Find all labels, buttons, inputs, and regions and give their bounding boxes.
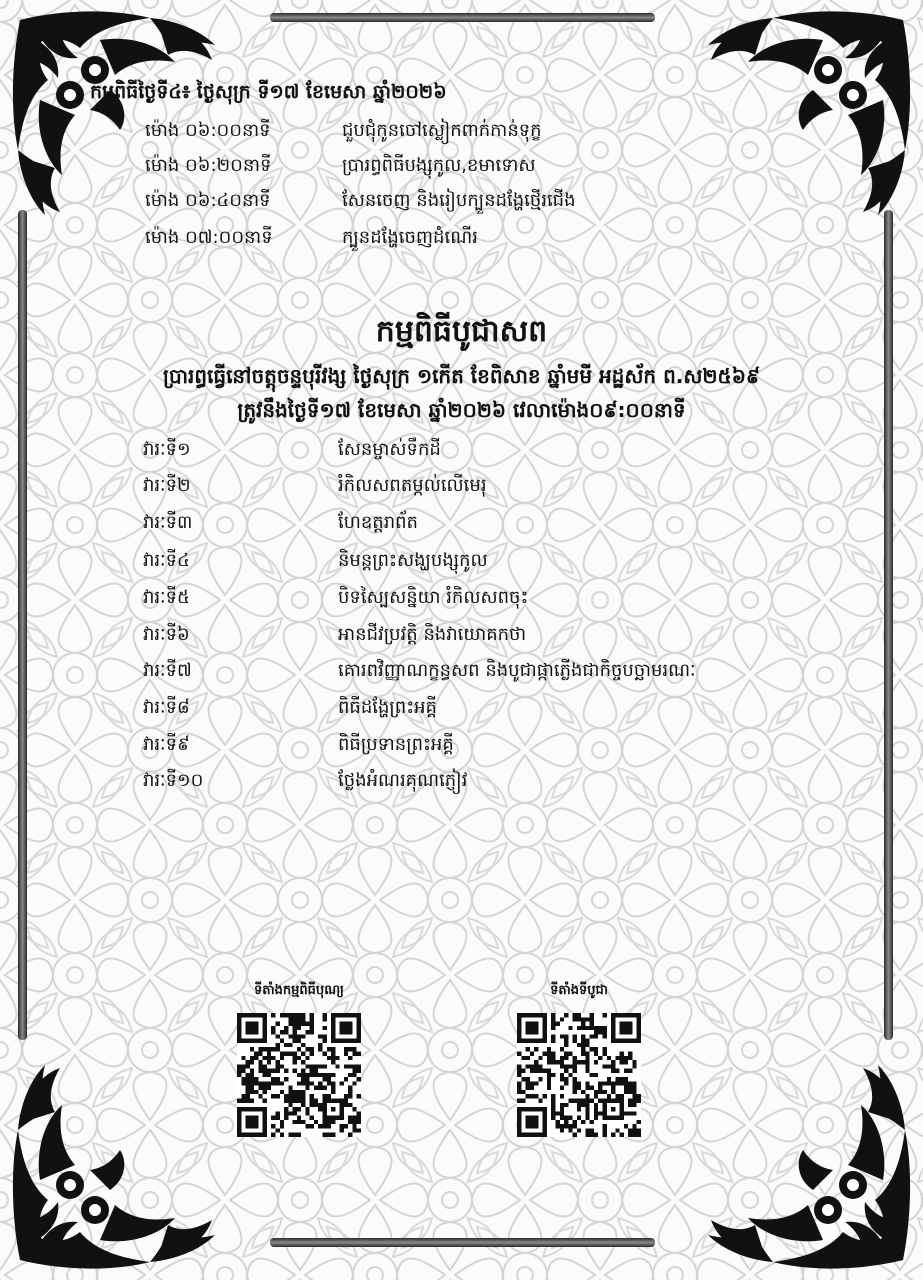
schedule-time: ម៉ោង ០៦:០០នាទី [145, 120, 271, 141]
program-desc: សែនម្ចាស់ទឹកដី [338, 439, 441, 460]
schedule-desc: សែនចេញ និងរៀបក្បួនដង្ហែថ្មើរជើង [342, 190, 576, 211]
qr-block-cremation [504, 982, 654, 1137]
program-desc: ថ្លែងអំណរគុណភ្ញៀវ [338, 770, 468, 791]
schedule-desc: ប្រារព្ធពិធីបង្សុកូល,ខមាទោស [342, 155, 536, 176]
schedule-desc: ជួបជុំកូនចៅស្លៀកពាក់កាន់ទុក្ខ [342, 120, 542, 141]
qr-code-cremation-location[interactable] [517, 1013, 641, 1137]
day4-header: កម្មពិធីថ្ងៃទី៤៖ ថ្ងៃសុក្រ ទី១៧ ខែមេសា ឆ្នាំ២០២៦ [90, 81, 447, 103]
program-number: វារៈទី៩ [143, 734, 190, 755]
program-desc: បិទស្បៃសន្និយា រំកិលសពចុះ [338, 587, 529, 608]
program-number: វារៈទី៥ [143, 587, 190, 608]
program-desc: រំកិលសពតម្កល់លើមេរុ [338, 475, 487, 496]
schedule-desc: ក្បួនដង្ហែចេញដំណើរ [342, 227, 478, 248]
program-number: វារៈទី៤ [143, 550, 190, 571]
ceremony-title: កម្មពិធីបូជាសព [375, 314, 548, 349]
schedule-time: ម៉ោង ០៦:៤០នាទី [145, 190, 271, 211]
schedule-time: ម៉ោង ០៧:០០នាទី [145, 227, 273, 248]
qr-block-ceremony [224, 982, 374, 1137]
program-number: វារៈទី១ [143, 439, 191, 460]
schedule-time: ម៉ោង ០៦:២០នាទី [145, 155, 272, 176]
program-desc: ពិធីប្រទានព្រះអគ្គី [338, 734, 454, 755]
ceremony-date-time: ត្រូវនឹងថ្ងៃទី១៧ ខែមេសា ឆ្នាំ២០២៦ វេលាម៉ោង០៩:០០នាទី [237, 398, 686, 422]
program-number: វារៈទី៣ [143, 512, 193, 533]
program-desc: ពិធីដង្ហែព្រះអគ្គី [338, 697, 437, 718]
qr-label-cremation: ទីតាំងទីបូជា [550, 983, 608, 998]
program-number: វារៈទី១០ [143, 770, 204, 791]
program-desc: គោរពវិញ្ញាណក្ខន្ធសព និងបូជាផ្កាភ្លើងជាកិច្ចបច្ឆាមរណៈ [338, 660, 696, 681]
program-number: វារៈទី៧ [143, 660, 192, 681]
program-number: វារៈទី២ [143, 475, 191, 496]
program-number: វារៈទី៨ [143, 697, 190, 718]
program-desc: អានជីវប្រវត្តិ និងវាយោគកថា [338, 624, 527, 645]
program-desc: និមន្តព្រះសង្ឃបង្សុកូល [338, 550, 488, 571]
program-desc: ហែឧត្តរាព័ត [338, 512, 418, 533]
ceremony-venue-date: ប្រារព្ធធ្វើនៅចត្តុចន្ទបុរីវង្ស ថ្ងៃសុក្រ ១កើត ខែពិសាខ ឆ្នាំមមី អដ្ឋស័ក ព.ស២៥៦៩ [162, 364, 761, 388]
qr-label-ceremony: ទីតាំងកម្មពិធីបុណ្យ [254, 983, 344, 998]
program-number: វារៈទី៦ [143, 624, 190, 645]
qr-code-ceremony-location[interactable] [237, 1013, 361, 1137]
